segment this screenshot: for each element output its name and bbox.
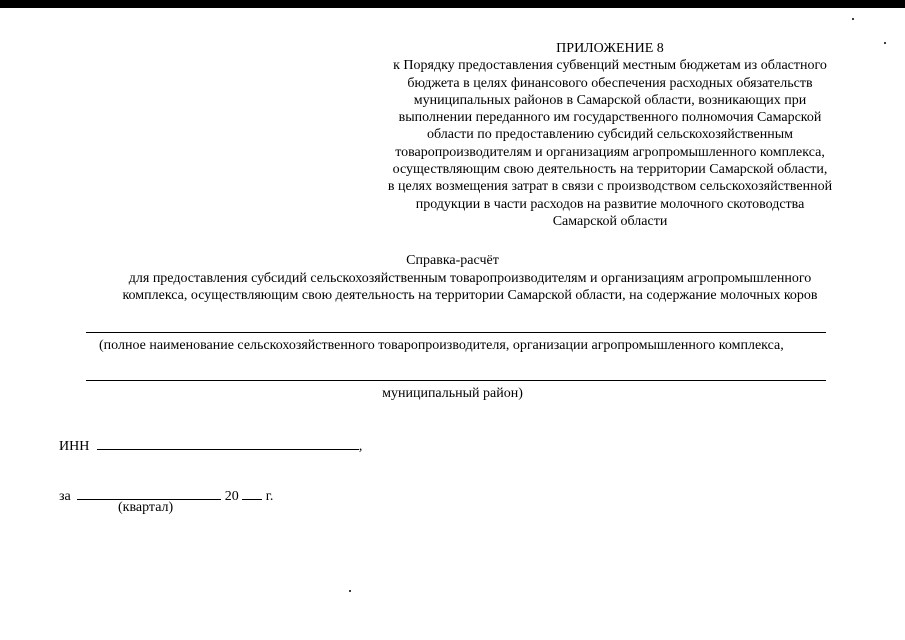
producer-name-field-line[interactable] — [86, 332, 826, 333]
scan-speck — [884, 42, 886, 44]
quarter-field-line[interactable] — [77, 486, 221, 500]
subtitle-line: комплекса, осуществляющим свою деятельность на территории Самарской области, на содержание молочных коров — [122, 288, 818, 303]
period-year: 20 — [224, 489, 239, 504]
appendix-line: товаропроизводителям и организациям агропромышленного комплекса, — [395, 144, 825, 160]
appendix-line: осуществляющим свою деятельность на территории Самарской области, — [392, 162, 828, 178]
year-field-line[interactable] — [242, 486, 262, 500]
district-field-line[interactable] — [86, 380, 826, 381]
appendix-line: муниципальных районов в Самарской области, возникающих при — [413, 92, 807, 108]
inn-label: ИНН — [59, 439, 90, 454]
appendix-line: Самарской области — [552, 213, 668, 229]
district-caption: муниципальный район) — [382, 386, 523, 401]
period-suffix: г. — [265, 489, 274, 504]
appendix-line: бюджета в целях финансового обеспечения расходных обязательств — [407, 75, 813, 91]
appendix-line: области по предоставлению субсидий сельскохозяйственным — [426, 127, 794, 143]
scan-speck — [852, 18, 854, 20]
subtitle-line: для предоставления субсидий сельскохозяйственным товаропроизводителям и организациям агропромышленного — [128, 271, 812, 286]
appendix-line: в целях возмещения затрат в связи с производством сельскохозяйственной — [387, 179, 833, 195]
inn-field-line[interactable] — [97, 436, 359, 450]
inn-suffix: , — [358, 439, 363, 454]
top-border — [0, 0, 905, 8]
appendix-line: к Порядку предоставления субвенций местным бюджетам из областного — [393, 58, 827, 74]
appendix-line: продукции в части расходов на развитие молочного скотоводства — [415, 196, 805, 212]
scan-speck — [349, 590, 351, 592]
appendix-line: выполнении переданного им государственного полномочия Самарской — [398, 110, 822, 126]
appendix-header — [360, 40, 860, 230]
document-subtitle — [40, 270, 900, 304]
appendix-title: ПРИЛОЖЕНИЕ 8 — [556, 41, 664, 56]
inn-row — [59, 436, 362, 455]
document-title: Справка-расчёт — [406, 253, 499, 268]
producer-name-caption: (полное наименование сельскохозяйственного товаропроизводителя, организации агропромышленного комплекса, — [99, 338, 784, 353]
quarter-caption: (квартал) — [118, 500, 174, 515]
period-prefix: за — [59, 489, 71, 504]
